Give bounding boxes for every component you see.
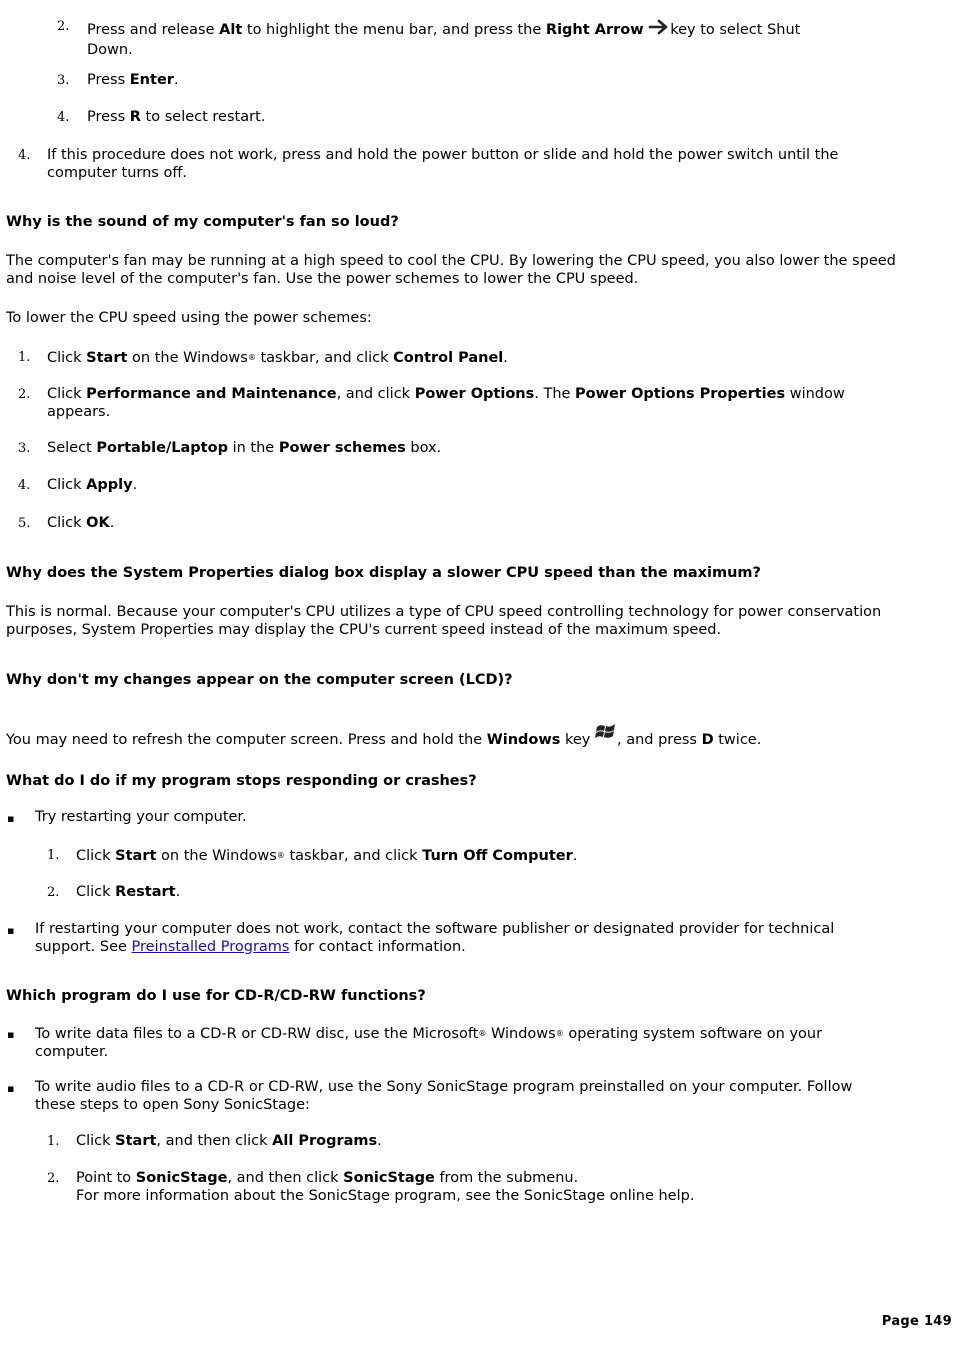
step-text: If this procedure does not work, press and hold the power button or slide and hold the power switch until the computer turns off.	[47, 147, 839, 181]
step-number: 1.	[47, 1134, 60, 1149]
step-number: 2.	[47, 1171, 60, 1186]
step-text: Click Start on the Windows® taskbar, and click Turn Off Computer.	[76, 848, 578, 864]
step-text: Click OK.	[47, 515, 115, 531]
step-text: Point to SonicStage, and then click SonicStage from the submenu. For more information about the SonicStage program, see the SonicStage online help.	[76, 1170, 695, 1204]
bullet-icon: ▪	[7, 1082, 15, 1095]
step-text: Select Portable/Laptop in the Power schemes box.	[47, 440, 442, 456]
page-number: Page 149	[881, 1314, 952, 1329]
step-text: Click Performance and Maintenance, and click Power Options. The Power Options Properties window appears.	[47, 386, 845, 420]
preinstalled-programs-link[interactable]: Preinstalled Programs	[131, 938, 290, 955]
paragraph: You may need to refresh the computer screen. Press and hold the Windows key , and press D twice.	[6, 722, 761, 750]
bullet-text: If restarting your computer does not work, contact the software publisher or designated provider for technical support. See Preinstalled Programs for contact information.	[35, 921, 835, 955]
paragraph: To lower the CPU speed using the power schemes:	[6, 310, 372, 326]
section-heading: What do I do if my program stops responding or crashes?	[6, 773, 477, 789]
bullet-text: To write audio files to a CD-R or CD-RW, use the Sony SonicStage program preinstalled on your computer. Follow these steps to open Sony SonicStage:	[35, 1079, 853, 1113]
step-number: 4.	[57, 110, 70, 125]
step-number: 5.	[18, 516, 31, 531]
step-text: Press and release Alt to highlight the menu bar, and press the Right Arrow key to select Shut Down.	[87, 18, 917, 59]
step-number: 3.	[18, 441, 31, 456]
step-text: Click Restart.	[76, 884, 181, 900]
paragraph: This is normal. Because your computer's CPU utilizes a type of CPU speed controlling technology for power conservation purposes, System Properties may display the CPU's current speed instead of the maximum speed.	[6, 604, 882, 638]
bullet-icon: ▪	[7, 1028, 15, 1041]
step-number: 1.	[47, 848, 60, 863]
bullet-icon: ▪	[7, 924, 15, 937]
step-text: Click Start on the Windows® taskbar, and click Control Panel.	[47, 350, 508, 366]
step-number: 2.	[57, 19, 70, 34]
step-text: Click Apply.	[47, 477, 138, 493]
step-number: 4.	[18, 478, 31, 493]
paragraph: The computer's fan may be running at a high speed to cool the CPU. By lowering the CPU speed, you also lower the speed and noise level of the computer's fan. Use the power schemes to lower the CPU speed.	[6, 253, 896, 287]
right-arrow-icon	[648, 18, 670, 42]
step-text: Press Enter.	[87, 72, 179, 88]
step-text: Click Start, and then click All Programs.	[76, 1133, 382, 1149]
step-number: 1.	[18, 350, 31, 365]
step-number: 4.	[18, 148, 31, 163]
bullet-text: Try restarting your computer.	[35, 809, 247, 825]
step-text: Press R to select restart.	[87, 109, 266, 125]
windows-logo-icon	[595, 722, 617, 746]
section-heading: Why does the System Properties dialog box display a slower CPU speed than the maximum?	[6, 565, 761, 581]
step-number: 2.	[18, 387, 31, 402]
section-heading: Why don't my changes appear on the computer screen (LCD)?	[6, 672, 513, 688]
section-heading: Why is the sound of my computer's fan so loud?	[6, 214, 399, 230]
bullet-icon: ▪	[7, 812, 15, 825]
step-number: 3.	[57, 73, 70, 88]
step-number: 2.	[47, 885, 60, 900]
bullet-text: To write data files to a CD-R or CD-RW disc, use the Microsoft® Windows® operating system software on your computer.	[35, 1026, 823, 1060]
section-heading: Which program do I use for CD-R/CD-RW functions?	[6, 988, 426, 1004]
